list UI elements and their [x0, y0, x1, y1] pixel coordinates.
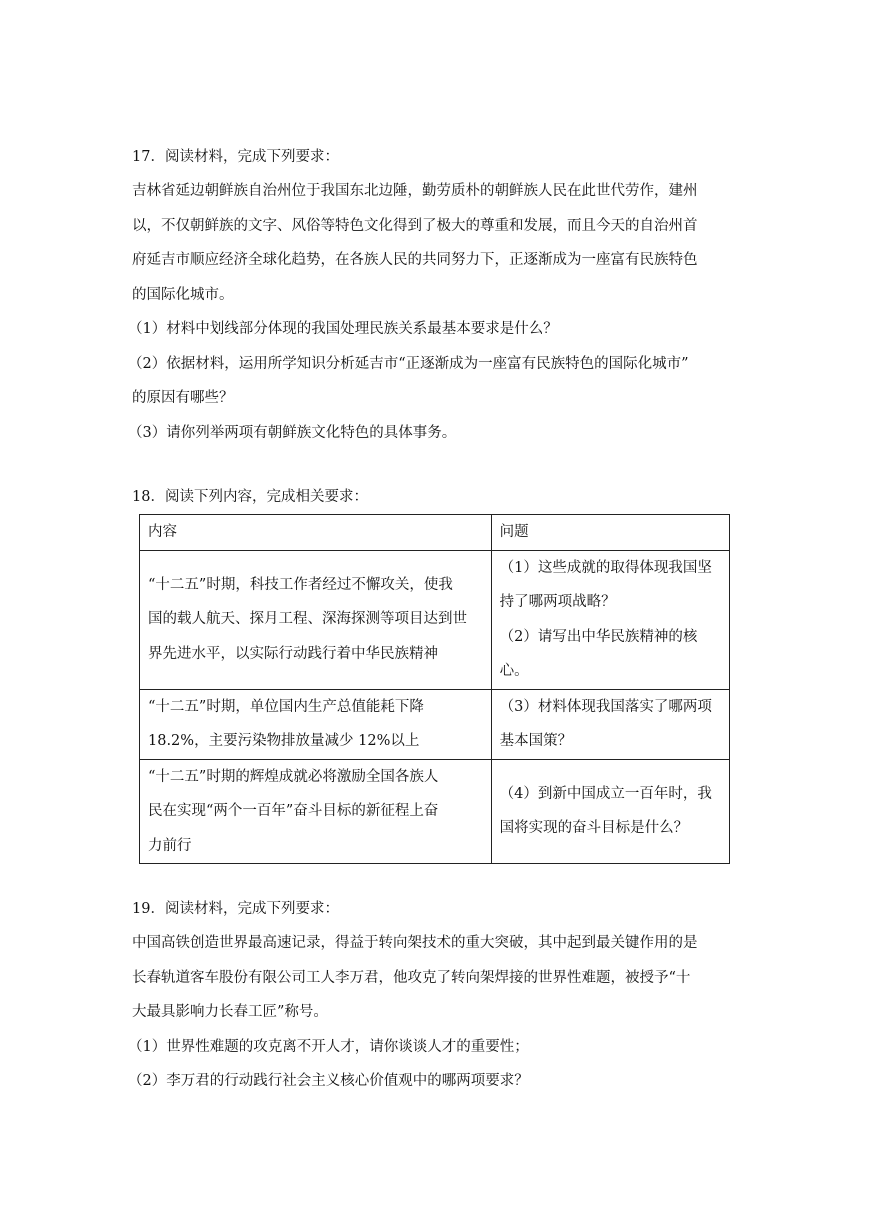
material-line: 大最具影响力长春工匠”称号。 [132, 1004, 328, 1020]
table-cell-content [140, 759, 492, 864]
cell-line: 界先进水平，以实际行动践行着中华民族精神 [148, 645, 438, 662]
table-cell-question [491, 550, 729, 689]
sub-question-2-continued: 的原因有哪些？ [132, 390, 234, 406]
material-line: 以，不仅朝鲜族的文字、风俗等特色文化得到了极大的尊重和发展，而且今天的自治州首 [132, 217, 698, 234]
cell-line: 心。 [499, 663, 529, 679]
cell-line: “十二五”时期的辉煌成就必将激励全国各族人 [148, 768, 439, 785]
material-line: 的国际化城市。 [132, 286, 234, 303]
table-cell-question [491, 759, 729, 864]
cell-line: 基本国策？ [499, 733, 573, 749]
table-row [140, 759, 730, 864]
sub-question-1: （1）材料中划线部分体现的我国处理民族关系最基本要求是什么？ [128, 321, 558, 337]
cell-line: 国将实现的奋斗目标是什么？ [499, 820, 689, 837]
cell-line: （3）材料体现我国落实了哪两项 [499, 698, 712, 715]
table-header-row [140, 515, 730, 551]
cell-line: 民在实现“两个一百年”奋斗目标的新征程上奋 [148, 803, 439, 819]
material-line: 长春轨道客车股份有限公司工人李万君，他攻克了转向架焊接的世界性难题，被授予“十 [132, 969, 691, 986]
cell-line: 国的载人航天、探月工程、深海探测等项目达到世 [148, 611, 467, 628]
table-row [140, 689, 730, 759]
sub-question-2: （2）李万君的行动践行社会主义核心价值观中的哪两项要求？ [128, 1073, 529, 1089]
material-line: 吉林省延边朝鲜族自治州位于我国东北边陲，勤劳质朴的朝鲜族人民在此世代劳作，建州 [132, 183, 698, 199]
table-cell-question [491, 689, 729, 759]
cell-line: 18.2%，主要污染物排放量减少 12%以上 [148, 733, 420, 749]
sub-question-1: （1）世界性难题的攻克离不开人才，请你谈谈人才的重要性； [128, 1038, 529, 1055]
question-18-title: 18．阅读下列内容，完成相关要求： [132, 489, 368, 505]
table-header-content: 内容 [140, 515, 492, 551]
question-17 [128, 140, 737, 450]
table-header-question: 问题 [491, 515, 729, 551]
question-17-title: 17．阅读材料，完成下列要求： [132, 149, 339, 165]
question-18 [132, 480, 737, 514]
question-18-table [139, 514, 730, 864]
table-cell-content [140, 550, 492, 689]
cell-line: （1）这些成就的取得体现我国坚 [499, 559, 712, 576]
sub-question-2: （2）依据材料，运用所学知识分析延吉市“正逐渐成为一座富有民族特色的国际化城市” [128, 355, 689, 372]
material-line: 府延吉市顺应经济全球化趋势，在各族人民的共同努力下，正逐渐成为一座富有民族特色 [132, 252, 698, 268]
cell-line: “十二五”时期，科技工作者经过不懈攻关，使我 [148, 576, 453, 593]
cell-line: （2）请写出中华民族精神的核 [499, 628, 698, 645]
cell-line: 持了哪两项战略？ [499, 594, 616, 610]
cell-line: 力前行 [148, 837, 192, 854]
material-line: 中国高铁创造世界最高速记录，得益于转向架技术的重大突破，其中起到最关键作用的是 [132, 935, 698, 951]
cell-line: （4）到新中国成立一百年时，我 [499, 785, 712, 802]
question-19-title: 19．阅读材料，完成下列要求： [132, 901, 339, 917]
sub-question-3: （3）请你列举两项有朝鲜族文化特色的具体事务。 [128, 424, 457, 441]
table-row [140, 550, 730, 689]
table-cell-content [140, 689, 492, 759]
cell-line: “十二五”时期，单位国内生产总值能耗下降 [148, 698, 424, 715]
question-19 [128, 892, 737, 1099]
